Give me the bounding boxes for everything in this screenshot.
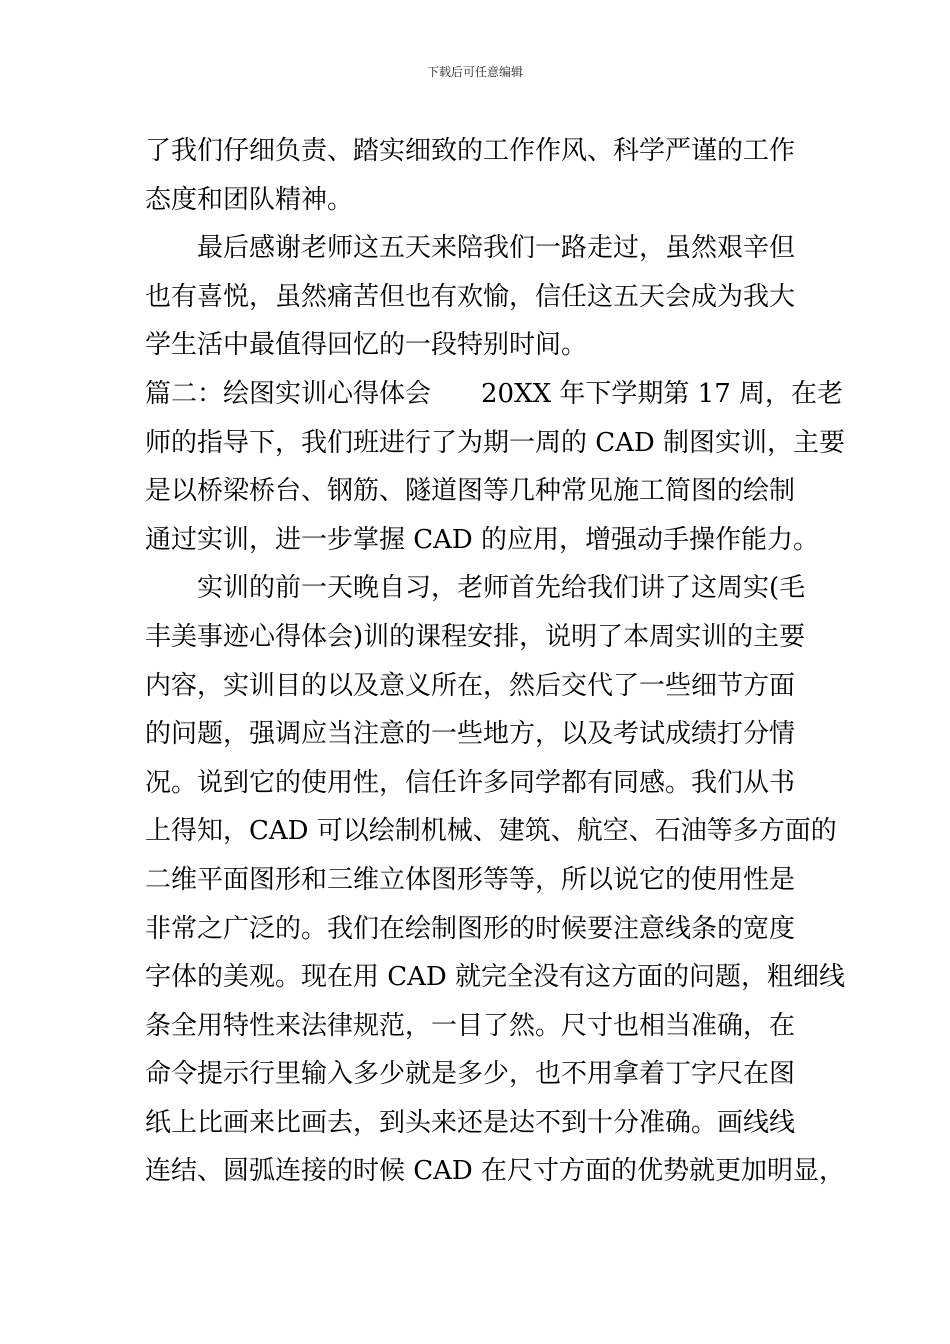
paragraph-first-line: 最后感谢老师这五天来陪我们一路走过，虽然艰辛但 (197, 233, 796, 264)
text-line: 命令提示行里输入多少就是多少，也不用拿着丁字尺在图 (145, 1059, 796, 1090)
text-line: 丰美事迹心得体会)训的课程安排，说明了本周实训的主要 (145, 621, 806, 652)
text-line: 的问题，强调应当注意的一些地方，以及考试成绩打分情 (145, 719, 796, 750)
section-heading-line (145, 370, 843, 419)
paragraph-first-line: 实训的前一天晚自习，老师首先给我们讲了这周实(毛 (197, 573, 806, 604)
page-header: 下载后可任意编辑 (426, 65, 523, 79)
text-line: 纸上比画来比画去，到头来还是达不到十分准确。画线线 (145, 1107, 796, 1138)
text-line: 况。说到它的使用性，信任许多同学都有同感。我们从书 (145, 767, 796, 798)
text-line: 条全用特性来法律规范，一目了然。尺寸也相当准确，在 (145, 1010, 796, 1041)
text-line: 了我们仔细负责、踏实细致的工作作风、科学严谨的工作 (145, 136, 796, 166)
text-line: 非常之广泛的。我们在绘制图形的时候要注意线条的宽度 (145, 913, 796, 944)
text-line: 是以桥梁桥台、钢筋、隧道图等几种常见施工简图的绘制 (145, 476, 796, 507)
document-body (145, 127, 846, 1196)
text-line: 字体的美观。现在用 CAD 就完全没有这方面的问题，粗细线 (145, 962, 846, 993)
text-line: 通过实训，进一步掌握 CAD 的应用，增强动手操作能力。 (145, 524, 820, 555)
text-line: 态度和团队精神。 (145, 184, 354, 215)
text-line: 师的指导下，我们班进行了为期一周的 CAD 制图实训，主要 (145, 427, 846, 458)
section-intro-text: 20XX 年下学期第 17 周，在老 (481, 378, 843, 409)
text-line: 内容，实训目的以及意义所在，然后交代了一些细节方面 (145, 670, 796, 701)
text-line: 连结、圆弧连接的时候 CAD 在尺寸方面的优势就更加明显， (145, 1156, 846, 1187)
section-heading: 篇二：绘图实训心得体会 (145, 378, 432, 409)
text-line: 也有喜悦，虽然痛苦但也有欢愉，信任这五天会成为我大 (145, 281, 796, 312)
text-line: 上得知，CAD 可以绘制机械、建筑、航空、石油等多方面的 (145, 816, 837, 847)
text-line: 二维平面图形和三维立体图形等等，所以说它的使用性是 (145, 864, 796, 895)
text-line: 学生活中最值得回忆的一段特别时间。 (145, 330, 588, 361)
